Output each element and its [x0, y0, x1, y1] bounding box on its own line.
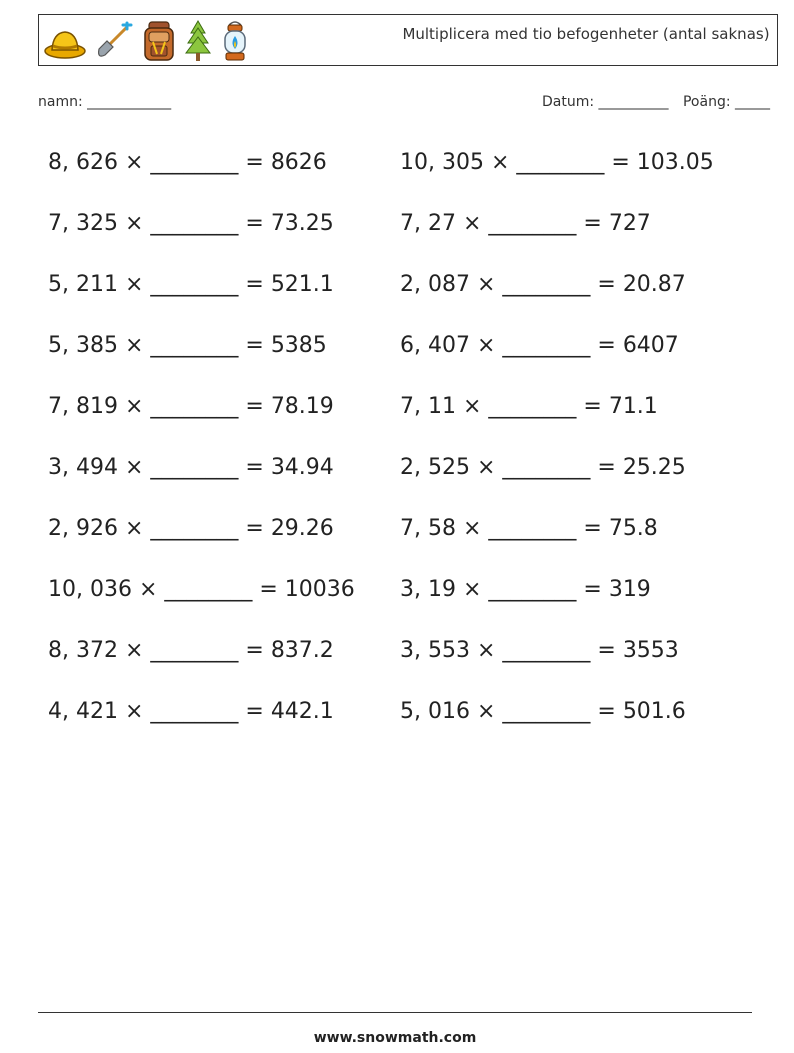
problem: 2, 087 × ________ = 20.87 [400, 272, 686, 297]
lantern-icon [219, 19, 251, 63]
problem: 8, 626 × ________ = 8626 [48, 150, 327, 175]
problem: 5, 016 × ________ = 501.6 [400, 699, 686, 724]
backpack-icon [141, 20, 177, 62]
problem: 5, 211 × ________ = 521.1 [48, 272, 334, 297]
problem: 7, 325 × ________ = 73.25 [48, 211, 334, 236]
problem: 5, 385 × ________ = 5385 [48, 333, 327, 358]
problem: 6, 407 × ________ = 6407 [400, 333, 679, 358]
worksheet-header [38, 14, 778, 66]
date-field: Datum: __________ [542, 94, 669, 110]
header-icons [43, 19, 251, 63]
problem: 3, 494 × ________ = 34.94 [48, 455, 334, 480]
problem-grid [48, 143, 768, 753]
problem: 8, 372 × ________ = 837.2 [48, 638, 334, 663]
hat-icon [43, 21, 87, 61]
problem: 2, 525 × ________ = 25.25 [400, 455, 686, 480]
tree-icon [183, 19, 213, 63]
problem: 7, 58 × ________ = 75.8 [400, 516, 658, 541]
footer-url[interactable]: www.snowmath.com [313, 1030, 477, 1046]
problem: 4, 421 × ________ = 442.1 [48, 699, 334, 724]
shovel-icon [93, 21, 135, 61]
footer-divider [38, 1012, 752, 1013]
problem: 10, 305 × ________ = 103.05 [400, 150, 714, 175]
date-score-fields [542, 94, 770, 110]
problem: 7, 11 × ________ = 71.1 [400, 394, 658, 419]
problem: 7, 27 × ________ = 727 [400, 211, 651, 236]
problem: 3, 19 × ________ = 319 [400, 577, 651, 602]
score-field: Poäng: _____ [682, 94, 770, 110]
problem: 10, 036 × ________ = 10036 [48, 577, 355, 602]
problem: 2, 926 × ________ = 29.26 [48, 516, 334, 541]
name-field: namn: ____________ [38, 94, 172, 110]
worksheet-title: Multiplicera med tio befogenheter (antal saknas) [402, 25, 770, 43]
problem: 7, 819 × ________ = 78.19 [48, 394, 334, 419]
problem: 3, 553 × ________ = 3553 [400, 638, 679, 663]
